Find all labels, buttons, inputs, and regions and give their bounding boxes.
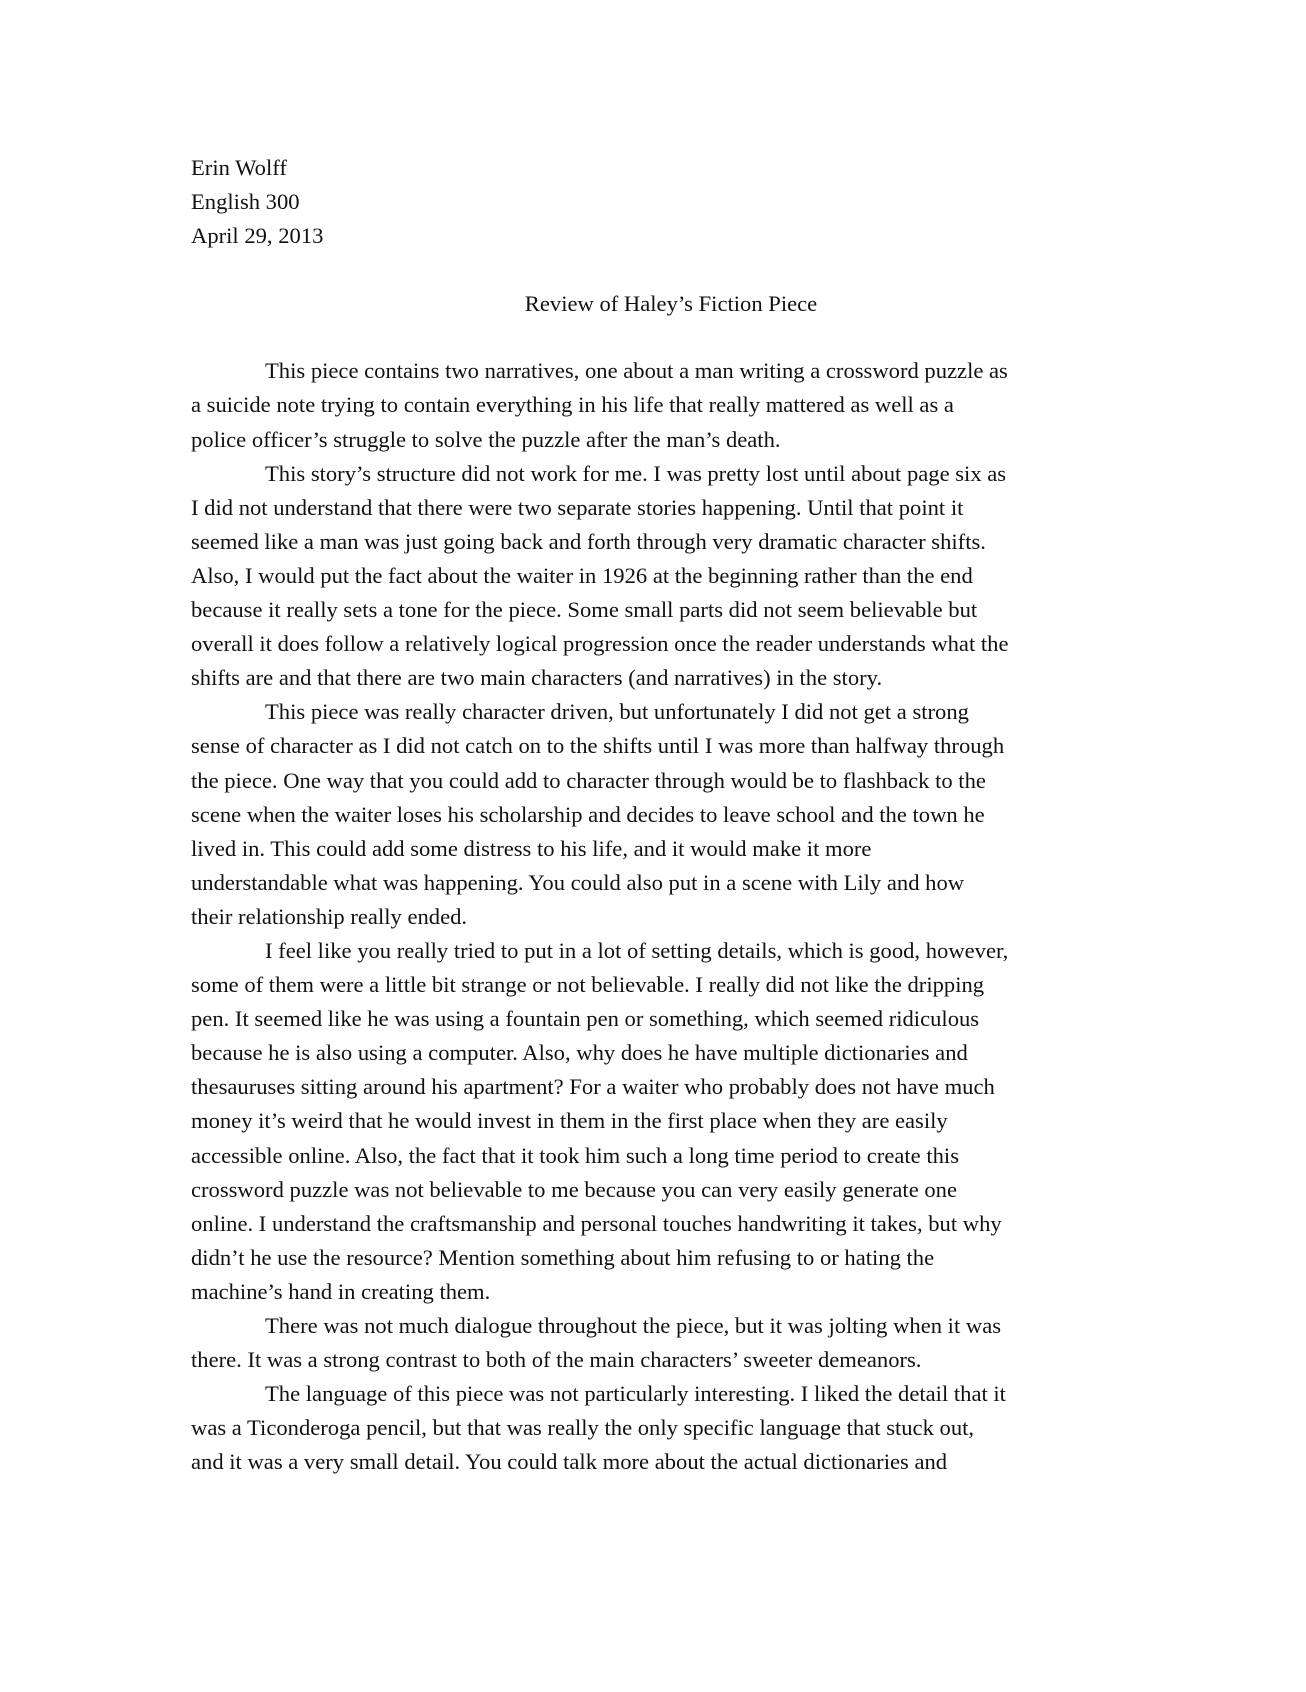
paragraph-line: didn’t he use the resource? Mention something about him refusing to or hating the [191,1244,935,1270]
paragraph [191,354,1121,456]
paragraph [191,457,1121,696]
paragraph-line: shifts are and that there are two main characters (and narratives) in the story. [191,665,883,691]
paragraph-line: police officer’s struggle to solve the puzzle after the man’s death. [191,426,781,452]
paragraph-line: seemed like a man was just going back and forth through very dramatic character shifts. [191,528,986,554]
paragraph-line: money it’s weird that he would invest in them in the first place when they are easily [191,1108,948,1134]
paragraph-line: pen. It seemed like he was using a fountain pen or something, which seemed ridiculous [191,1006,980,1032]
paragraph-line: There was not much dialogue throughout the piece, but it was jolting when it was [265,1313,1002,1338]
paragraph-line: understandable what was happening. You could also put in a scene with Lily and how [191,869,965,895]
paragraph-line: because he is also using a computer. Also, why does he have multiple dictionaries and [191,1040,968,1066]
paragraph-line: crossword puzzle was not believable to me because you can very easily generate one [191,1176,957,1202]
paragraph-line: This story’s structure did not work for me. I was pretty lost until about page six as [265,460,1007,486]
paragraph-line: because it really sets a tone for the piece. Some small parts did not seem believable but [191,597,978,623]
paragraph-line: lived in. This could add some distress to his life, and it would make it more [191,835,872,861]
document-date: April 29, 2013 [191,223,324,249]
paragraph-line: scene when the waiter loses his scholarship and decides to leave school and the town he [191,801,985,827]
paragraph-line: some of them were a little bit strange or not believable. I really did not like the dripping [191,972,985,998]
paragraph-line: their relationship really ended. [191,903,468,929]
paragraph [191,695,1121,934]
paragraph-line: there. It was a strong contrast to both of the main characters’ sweeter demeanors. [191,1347,922,1373]
paragraph-line: a suicide note trying to contain everything in his life that really mattered as well as a [191,392,954,418]
author-name: Erin Wolff [191,155,287,180]
paragraph [191,1377,1121,1479]
paragraph-line: and it was a very small detail. You could talk more about the actual dictionaries and [191,1449,948,1475]
paragraph-line: online. I understand the craftsmanship and personal touches handwriting it takes, but why [191,1210,1002,1236]
paragraph-line: I feel like you really tried to put in a lot of setting details, which is good, however, [265,937,1009,963]
header-block [191,151,1121,253]
paragraph-line: I did not understand that there were two separate stories happening. Until that point it [191,494,964,520]
paragraph-line: sense of character as I did not catch on to the shifts until I was more than halfway through [191,733,1005,759]
paragraph-line: thesauruses sitting around his apartment? For a waiter who probably does not have much [191,1074,995,1100]
paragraph-line: The language of this piece was not particularly interesting. I liked the detail that it [265,1381,1006,1407]
paragraph [191,1309,1121,1377]
paragraph [191,934,1121,1309]
paragraph-line: This piece was really character driven, but unfortunately I did not get a strong [265,699,969,725]
paragraphs-container [191,354,1121,1479]
paragraph-line: This piece contains two narratives, one about a man writing a crossword puzzle as [265,358,1008,384]
document-title: Review of Haley’s Fiction Piece [524,291,818,317]
paragraph-line: the piece. One way that you could add to character through would be to flashback to the [191,767,986,793]
paragraph-line: overall it does follow a relatively logical progression once the reader understands what the [191,631,1009,657]
paragraph-line: machine’s hand in creating them. [191,1278,491,1304]
paragraph-line: was a Ticonderoga pencil, but that was really the only specific language that stuck out, [191,1415,975,1441]
course-name: English 300 [191,189,300,215]
paragraph-line: Also, I would put the fact about the waiter in 1926 at the beginning rather than the end [191,562,973,588]
paragraph-line: accessible online. Also, the fact that it took him such a long time period to create this [191,1142,959,1168]
document-body [191,151,1121,1479]
